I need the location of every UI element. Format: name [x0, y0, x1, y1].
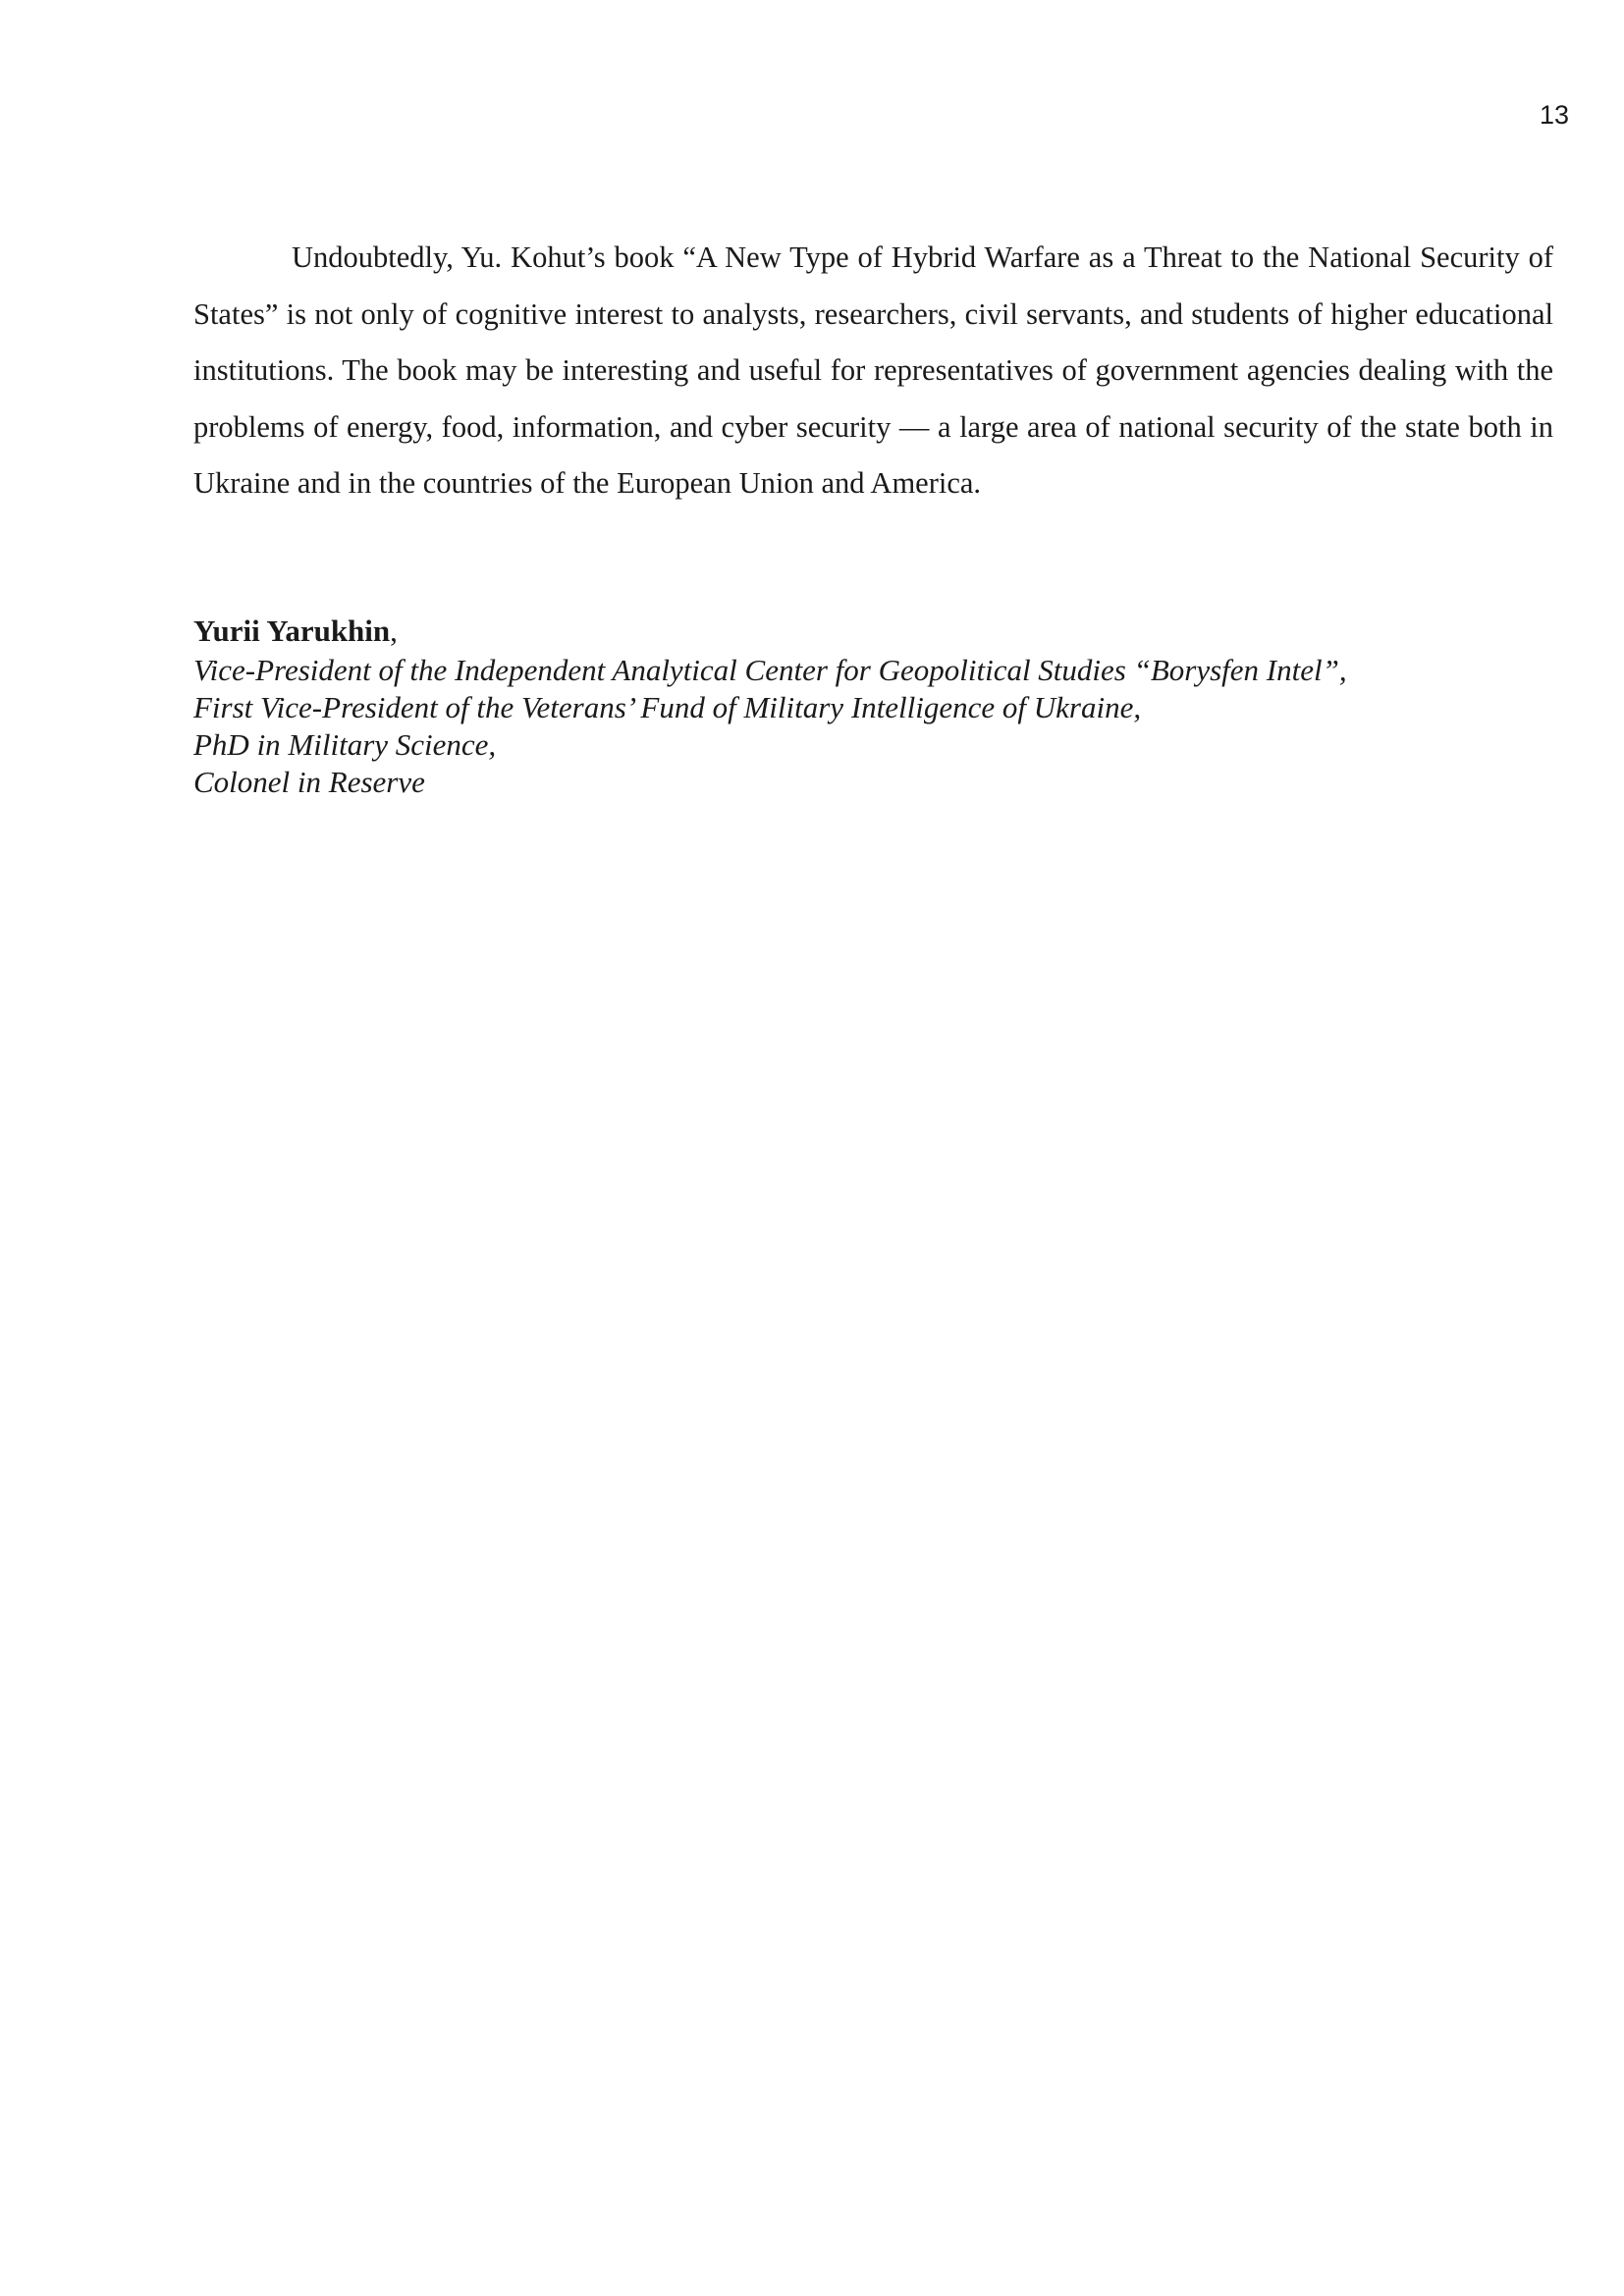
signature-degree: PhD in Military Science,	[193, 727, 497, 762]
page-number: 13	[1539, 100, 1569, 130]
signature-name-line	[193, 611, 1553, 652]
signature-name-suffix: ,	[390, 614, 398, 648]
signature-title-first-vice-president: First Vice-President of the Veterans’ Fund of Military Intelligence of Ukraine,	[193, 690, 1142, 724]
signature-block	[193, 611, 1553, 801]
signature-rank: Colonel in Reserve	[193, 765, 425, 799]
signature-title-vice-president: Vice-President of the Independent Analytical Center for Geopolitical Studies “Borysfen Intel”,	[193, 653, 1347, 687]
body-paragraph: Undoubtedly, Yu. Kohut’s book “A New Type of Hybrid Warfare as a Threat to the National Security of States” is not only of cognitive interest to analysts, researchers, civil servants, and students of higher educational institutions. The book may be interesting and useful for representatives of government agencies dealing with the problems of energy, food, information, and cyber security — a large area of national security of the state both in Ukraine and in the countries of the European Union and America.	[193, 240, 1553, 501]
signature-name: Yurii Yarukhin	[193, 614, 391, 648]
